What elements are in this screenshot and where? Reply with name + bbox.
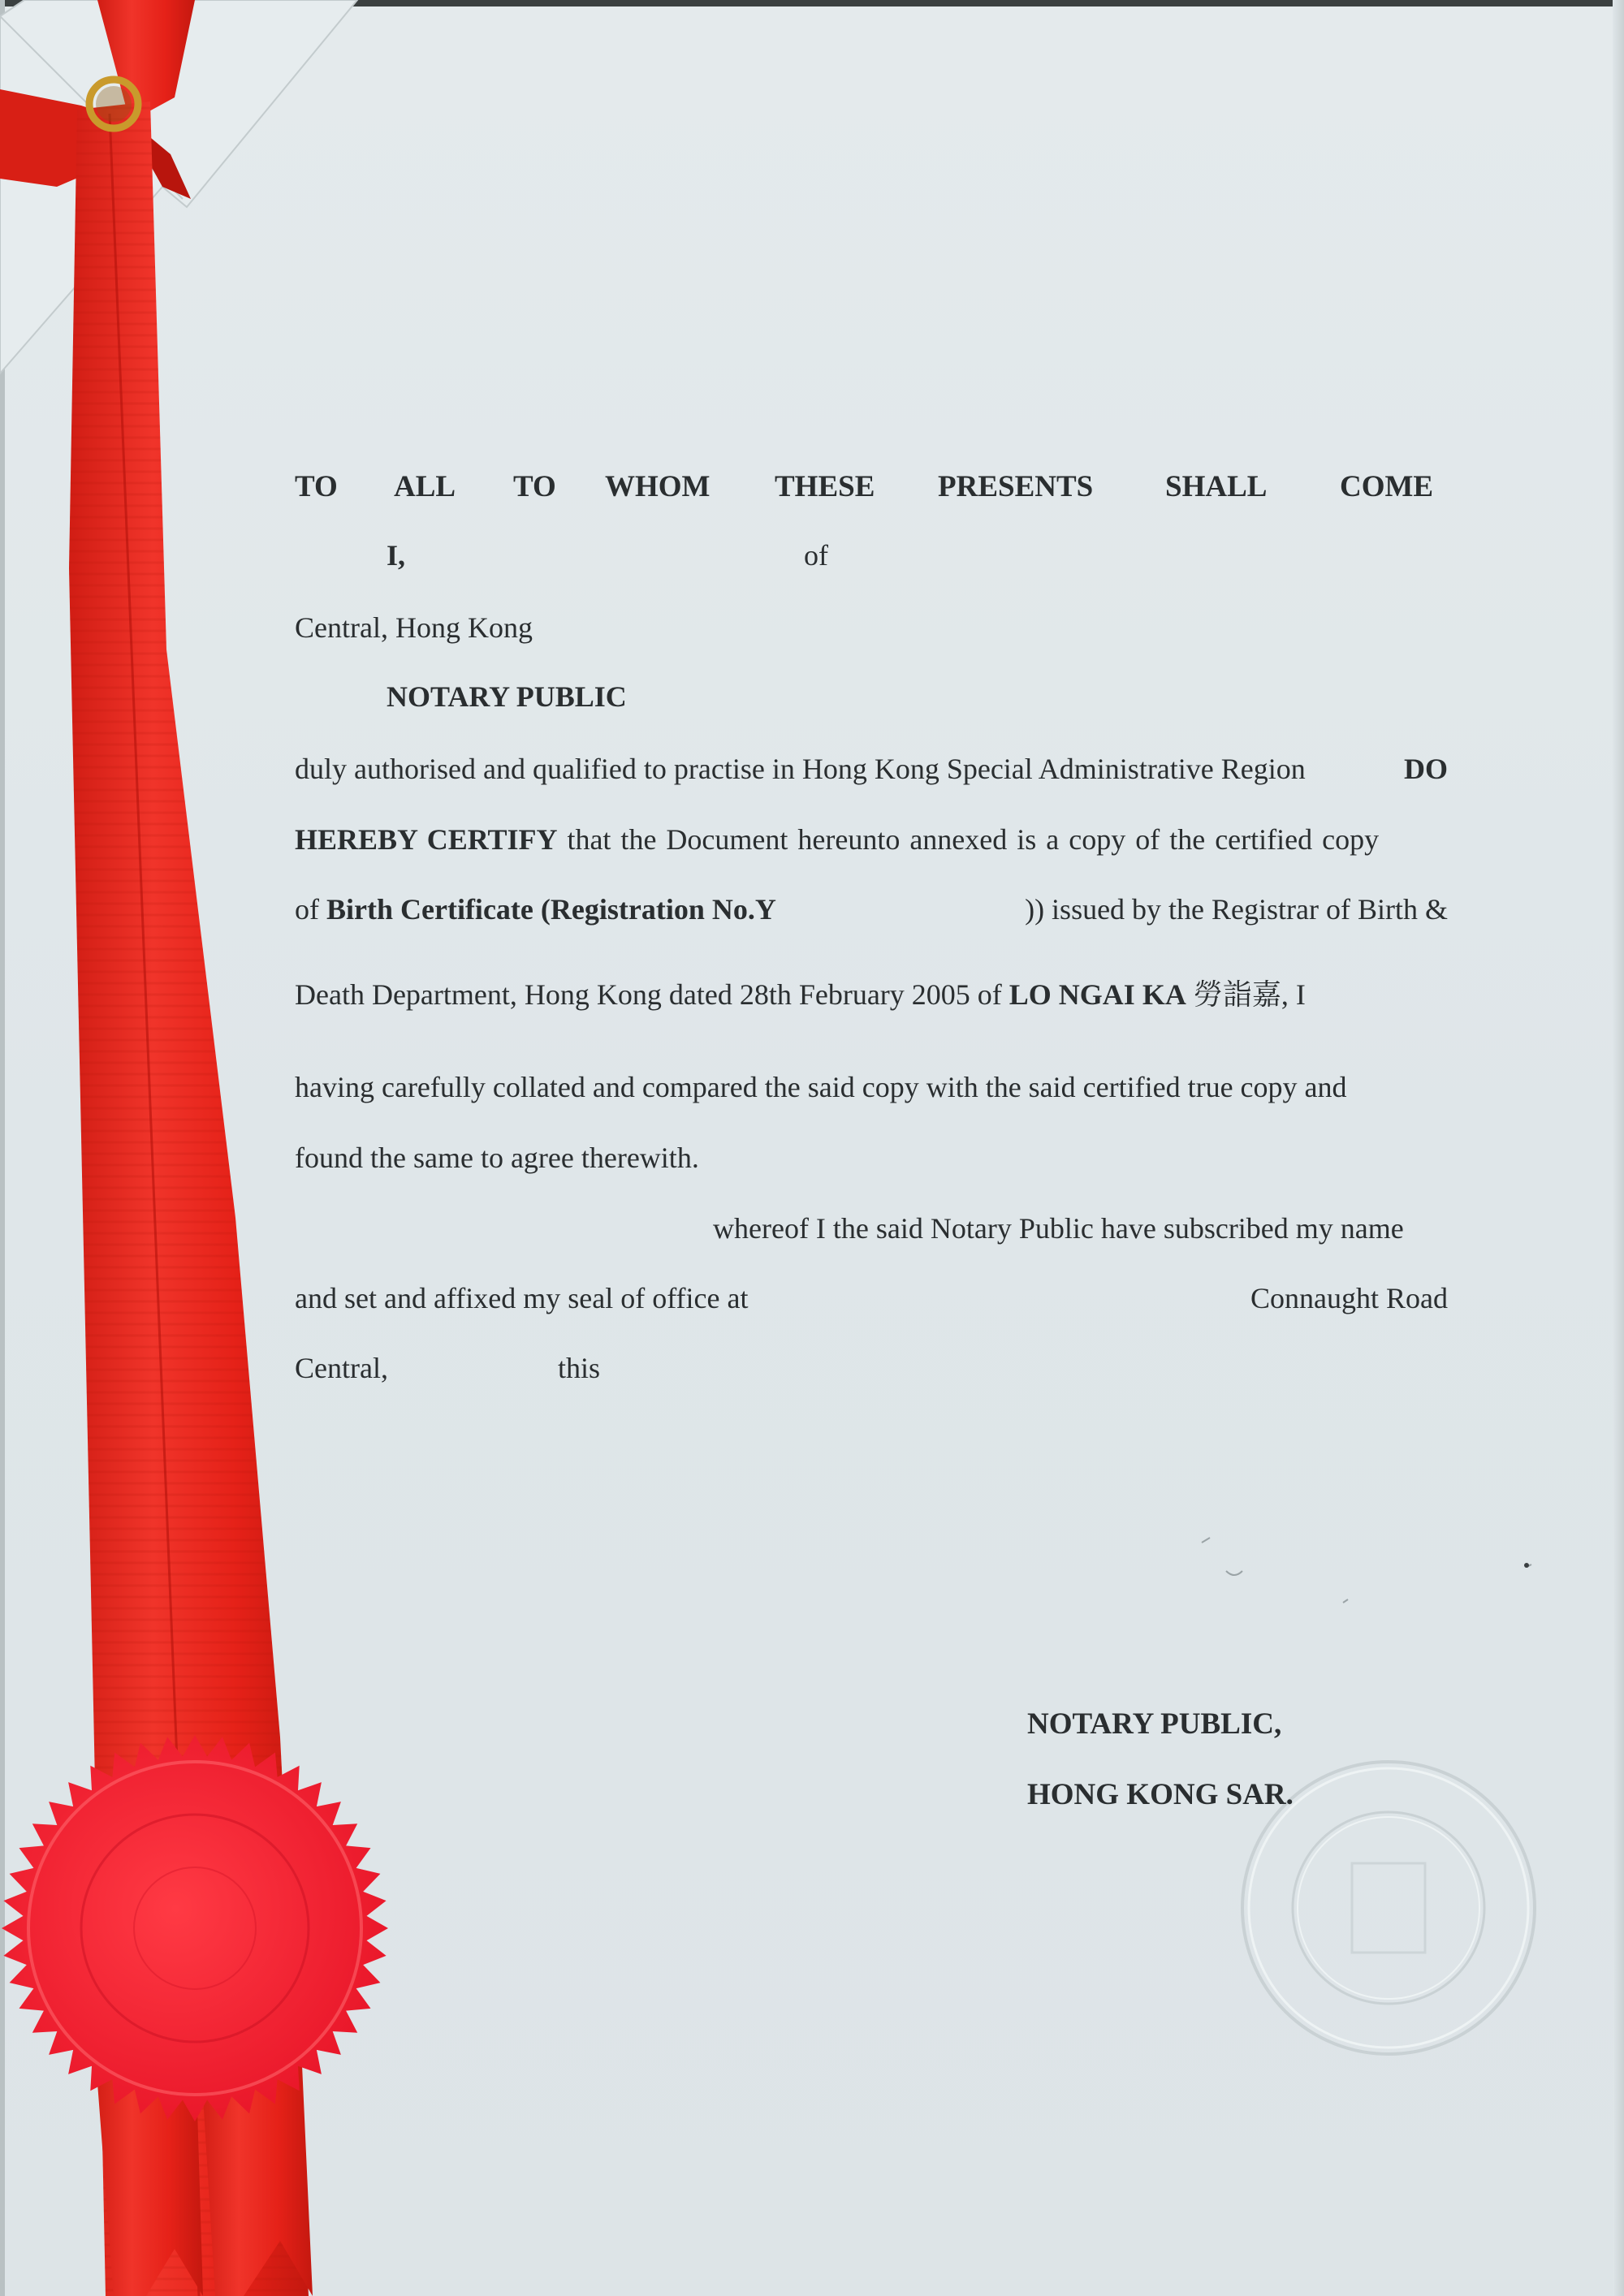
body-line-4 [295, 972, 1448, 1013]
heading-word: SHALL [1165, 470, 1268, 503]
footer-region: HONG KONG SAR. [1027, 1778, 1294, 1811]
body-line-3-of: of [295, 893, 319, 926]
body-line-1-text: duly authorised and qualified to practise in Hong Kong Special Administrative Region [295, 753, 1306, 785]
body-line-2-text: that the Document hereunto annexed is a copy of the certified copy [567, 823, 1380, 856]
page-right-edge [1613, 0, 1624, 2296]
body-line-4-end: , I [1281, 978, 1306, 1011]
footer-title: NOTARY PUBLIC, [1027, 1707, 1282, 1741]
attestation-line-2 [295, 1281, 1448, 1315]
intro-pronoun: I, [387, 539, 406, 572]
red-wax-seal [2, 1735, 388, 2121]
body-line-3 [295, 892, 1448, 926]
heading-word: TO [513, 470, 556, 503]
body-line-1 [295, 752, 1448, 786]
body-line-2 [295, 822, 1448, 857]
body-line-5: having carefully collated and compared the said copy with the said certified true copy and [295, 1071, 1347, 1103]
hereby-certify: HEREBY CERTIFY [295, 823, 558, 856]
heading-word: PRESENTS [938, 470, 1094, 503]
birth-certificate-label: Birth Certificate (Registration No.Y [326, 893, 776, 926]
notary-title: NOTARY PUBLIC [387, 680, 627, 713]
body-line-3-issued: )) issued by the Registrar of Birth & [1025, 893, 1448, 926]
subject-name-chinese: 勞詣嘉 [1193, 978, 1281, 1012]
attestation-this: this [558, 1352, 601, 1384]
heading-word: WHOM [605, 470, 710, 503]
redacted-signature-area [958, 1494, 1575, 1640]
attestation-line-1: whereof I the said Notary Public have subscribed my name [713, 1212, 1404, 1245]
attestation-line-2-text: and set and affixed my seal of office at [295, 1282, 749, 1314]
heading-word: TO [295, 470, 338, 503]
heading-word: COME [1340, 470, 1434, 503]
body-line-6: found the same to agree therewith. [295, 1142, 699, 1174]
heading-word: THESE [775, 470, 875, 503]
body-line-1-bold: DO [1404, 753, 1448, 785]
subject-name: LO NGAI KA [1009, 978, 1186, 1011]
intro-of: of [804, 539, 828, 572]
notary-address: Central, Hong Kong [295, 611, 533, 644]
attestation-line-3 [295, 1351, 1448, 1385]
heading-word: ALL [394, 470, 456, 503]
attestation-central: Central, [295, 1352, 388, 1384]
attestation-road: Connaught Road [1250, 1282, 1448, 1314]
body-line-4-text: Death Department, Hong Kong dated 28th February 2005 of [295, 978, 1002, 1011]
